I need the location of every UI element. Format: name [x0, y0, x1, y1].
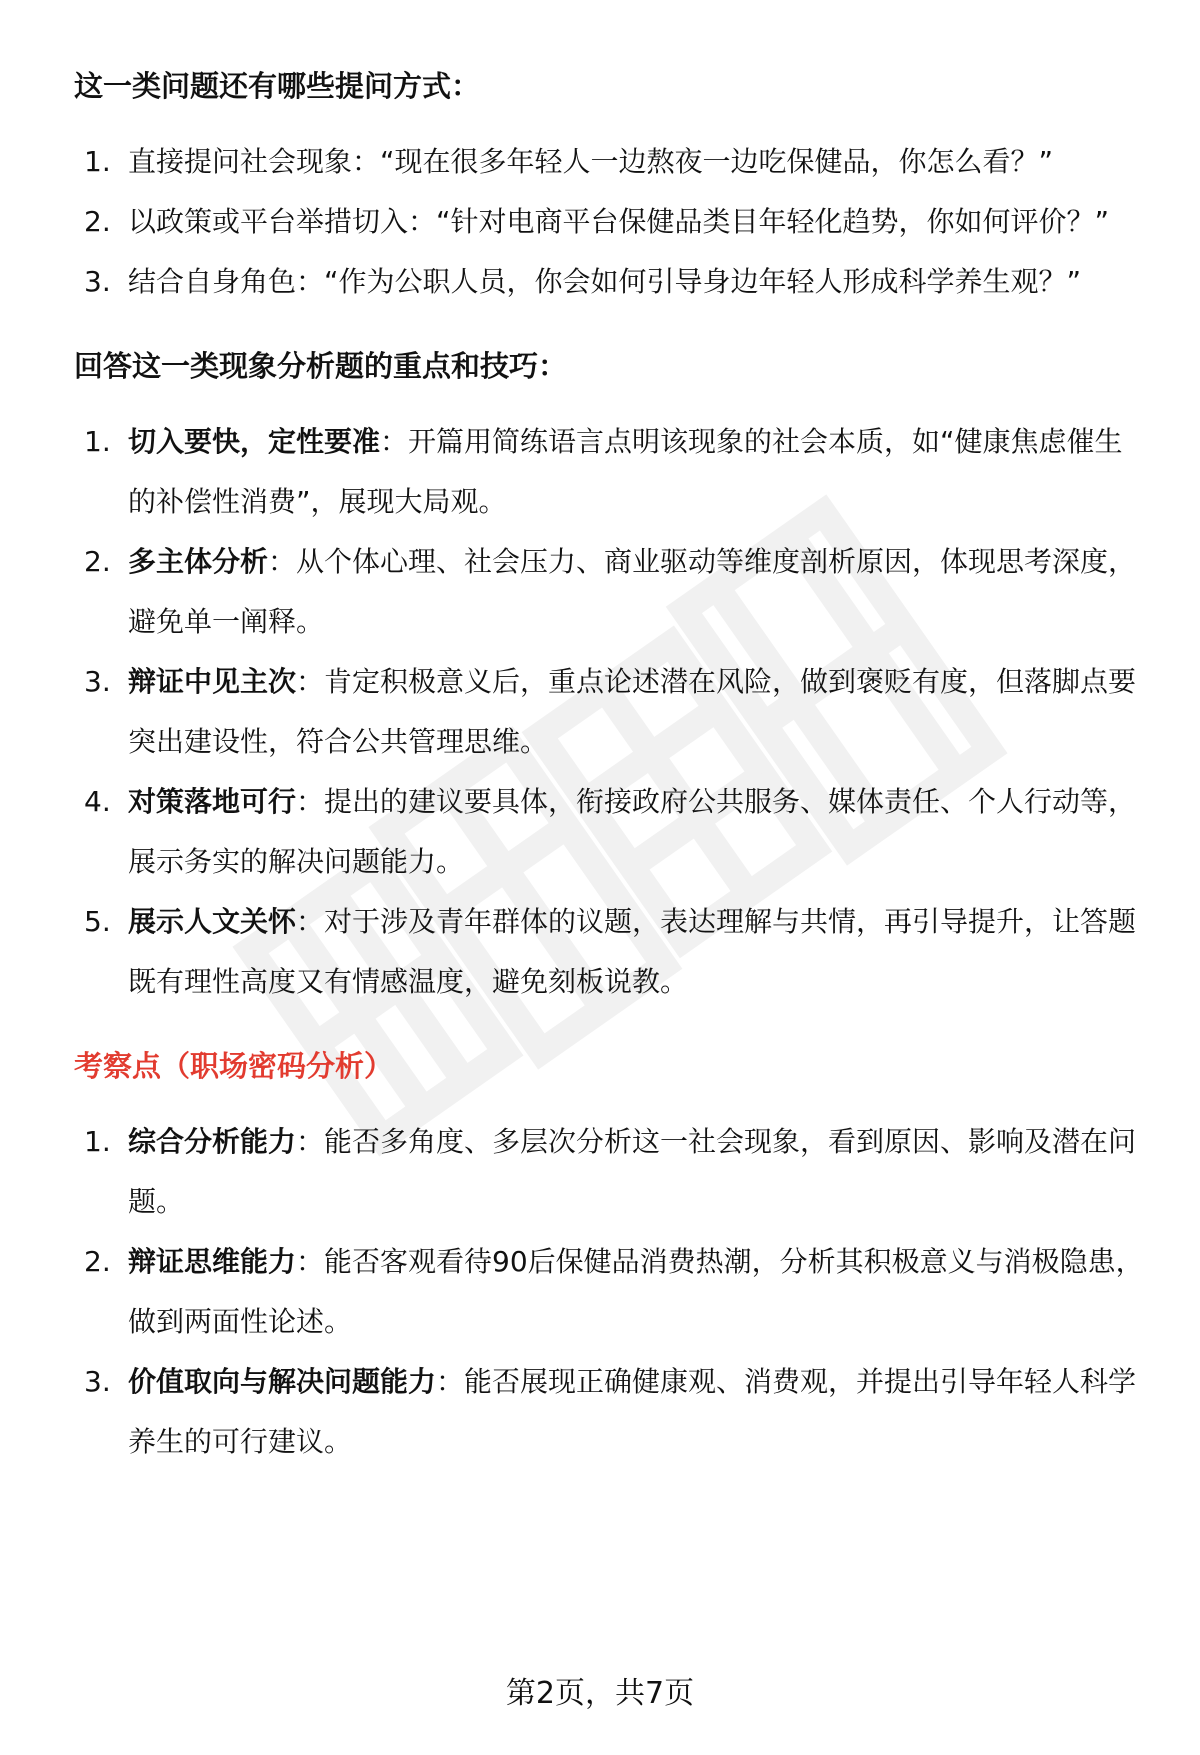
- list-item: [74, 652, 1144, 772]
- list-item: [74, 412, 1144, 532]
- list-item-text: ：提出的建议要具体，衔接政府公共服务、媒体责任、个人行动等，展示务实的解决问题能力。: [128, 785, 1137, 878]
- list-item-number: 1.: [84, 1125, 111, 1158]
- list-item-keyword: 辩证思维能力: [128, 1245, 297, 1278]
- list-item: [74, 772, 1144, 892]
- list-item-number: 2.: [84, 205, 111, 238]
- list-item-text: 以政策或平台举措切入：“针对电商平台保健品类目年轻化趋势，你如何评价？”: [128, 205, 1110, 238]
- section-heading-question-styles: 这一类问题还有哪些提问方式：: [74, 69, 481, 103]
- list-item: [74, 532, 1144, 652]
- list-item: [74, 252, 1144, 312]
- list-item-number: 1.: [84, 425, 111, 458]
- page-number-footer: 第2页，共7页: [505, 1676, 695, 1711]
- list-item-text: 结合自身角色：“作为公职人员，你会如何引导身边年轻人形成科学养生观？”: [128, 265, 1082, 298]
- list-item-number: 3.: [84, 265, 111, 298]
- list-item-keyword: 切入要快，定性要准: [128, 425, 381, 458]
- list-item: [74, 892, 1144, 1012]
- main-content: [74, 62, 1144, 1472]
- list-item-keyword: 综合分析能力: [128, 1125, 297, 1158]
- list-item: [74, 132, 1144, 192]
- list-item-number: 3.: [84, 665, 111, 698]
- question-styles-list: [74, 132, 1144, 312]
- list-item-text: ：从个体心理、社会压力、商业驱动等维度剖析原因，体现思考深度，避免单一阐释。: [128, 545, 1137, 638]
- list-item-text: 直接提问社会现象：“现在很多年轻人一边熬夜一边吃保健品，你怎么看？”: [128, 145, 1054, 178]
- list-item-text: ：能否多角度、多层次分析这一社会现象，看到原因、影响及潜在问题。: [128, 1125, 1137, 1218]
- section-heading-assessment-points: 考察点（职场密码分析）: [74, 1049, 394, 1083]
- list-item: [74, 192, 1144, 252]
- section-heading-answer-tips: 回答这一类现象分析题的重点和技巧：: [74, 349, 568, 383]
- list-item-text: ：能否展现正确健康观、消费观，并提出引导年轻人科学养生的可行建议。: [128, 1365, 1137, 1458]
- list-item-text: ：开篇用简练语言点明该现象的社会本质，如“健康焦虑催生的补偿性消费”，展现大局观。: [128, 425, 1123, 518]
- list-item-keyword: 对策落地可行: [128, 785, 297, 818]
- list-item: [74, 1232, 1144, 1352]
- list-item-text: ：能否客观看待90后保健品消费热潮，分析其积极意义与消极隐患，做到两面性论述。: [128, 1245, 1144, 1338]
- list-item: [74, 1112, 1144, 1232]
- assessment-points-list: [74, 1112, 1144, 1472]
- list-item-keyword: 多主体分析: [128, 545, 269, 578]
- list-item-number: 1.: [84, 145, 111, 178]
- list-item: [74, 1352, 1144, 1472]
- list-item-number: 2.: [84, 545, 111, 578]
- list-item-text: ：肯定积极意义后，重点论述潜在风险，做到褒贬有度，但落脚点要突出建设性，符合公共管理思维。: [128, 665, 1137, 758]
- list-item-keyword: 价值取向与解决问题能力: [128, 1365, 437, 1398]
- list-item-number: 3.: [84, 1365, 111, 1398]
- answer-tips-list: [74, 412, 1144, 1012]
- list-item-number: 4.: [84, 785, 111, 818]
- list-item-number: 2.: [84, 1245, 111, 1278]
- list-item-keyword: 展示人文关怀: [128, 905, 297, 938]
- list-item-text: ：对于涉及青年群体的议题，表达理解与共情，再引导提升，让答题既有理性高度又有情感温度，避免刻板说教。: [128, 905, 1137, 998]
- list-item-number: 5.: [84, 905, 111, 938]
- list-item-keyword: 辩证中见主次: [128, 665, 297, 698]
